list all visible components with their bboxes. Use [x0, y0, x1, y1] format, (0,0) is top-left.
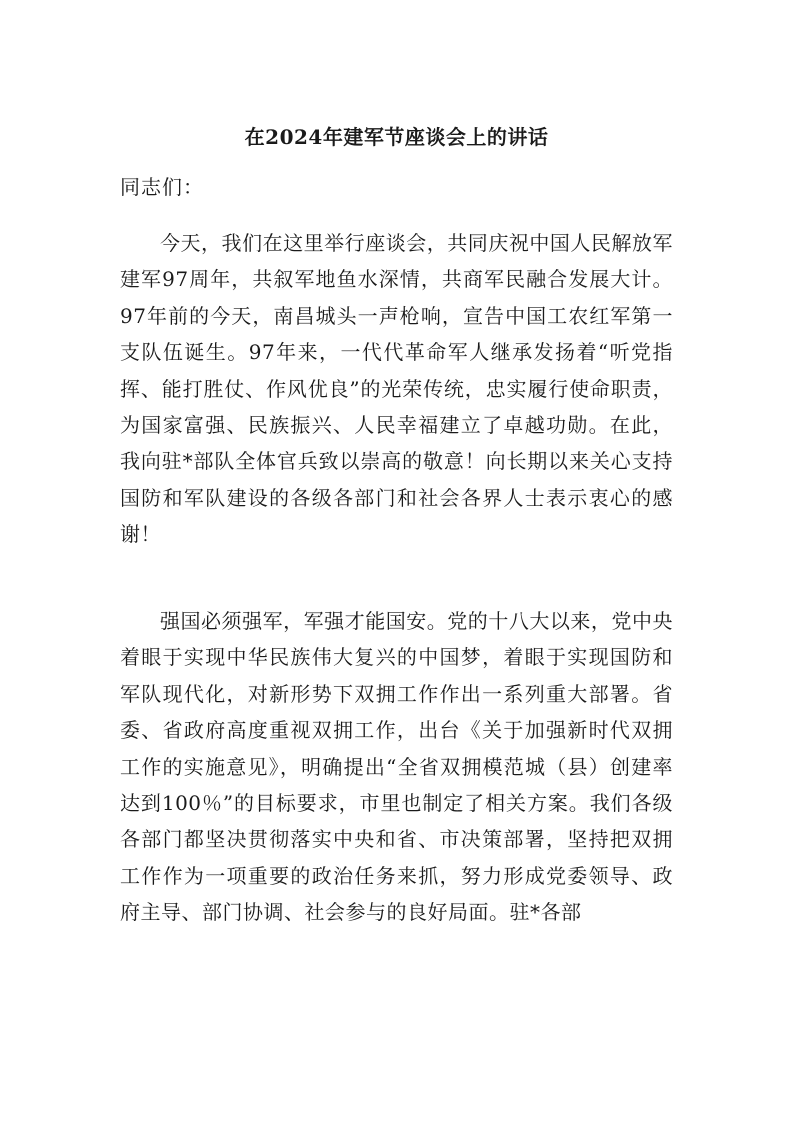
paragraph-2: 强国必须强军，军强才能国安。党的十八大以来，党中央着眼于实现中华民族伟大复兴的中国梦，着眼于实现国防和军队现代化，对新形势下双拥工作作出一系列重大部署。省委、省政府高度重视双拥工作，出台《关于加强新时代双拥工作的实施意见》，明确提出“全省双拥模范城（县）创建率达到100％”的目标要求，市里也制定了相关方案。我们各级各部门都坚决贯彻落实中央和省、市决策部署，坚持把双拥工作作为一项重要的政治任务来抓，努力形成党委领导、政府主导、部门协调、社会参与的良好局面。驻*各部 [120, 609, 673, 925]
document-title: 在2024年建军节座谈会上的讲话 [244, 125, 549, 149]
paragraph-1: 今天，我们在这里举行座谈会，共同庆祝中国人民解放军建军97周年，共叙军地鱼水深情，共商军民融合发展大计。97年前的今天，南昌城头一声枪响，宣告中国工农红军第一支队伍诞生。97年来，一代代革命军人继承发扬着“听党指挥、能打胜仗、作风优良”的光荣传统，忠实履行使命职责，为国家富强、民族振兴、人民幸福建立了卓越功勋。在此，我向驻*部队全体官兵致以崇高的敬意！向长期以来关心支持国防和军队建设的各级各部门和社会各界人士表示衷心的感谢！ [120, 231, 673, 547]
salutation: 同志们： [120, 175, 204, 199]
